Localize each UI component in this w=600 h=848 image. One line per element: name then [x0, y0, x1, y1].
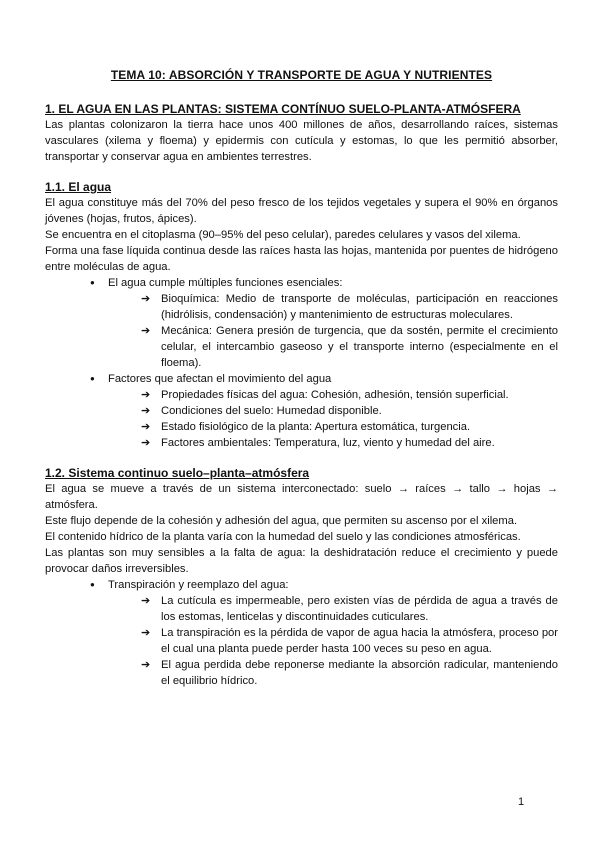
- bullet-list: [45, 275, 558, 451]
- list-item-label: Factores que afectan el movimiento del agua: [108, 373, 332, 385]
- section-1-1-heading: 1.1. El agua: [45, 180, 112, 194]
- paragraph: Este flujo depende de la cohesión y adhesión del agua, que permiten su ascenso por el xilema.: [45, 515, 518, 527]
- arrow-icon: ➔: [141, 325, 151, 337]
- sub-list-item: ➔ El agua perdida debe reponerse mediante la absorción radicular, manteniendo el equilibrio hídrico.: [141, 659, 558, 687]
- paragraph: Se encuentra en el citoplasma (90–95% del peso celular), paredes celulares y vasos del xilema.: [45, 229, 521, 241]
- sub-list-item: ➔ Mecánica: Genera presión de turgencia, que da sostén, permite el crecimiento celular, el intercambio gaseoso y el transporte interno (especialmente en el floema).: [141, 325, 558, 369]
- sub-list-item: ➔ La transpiración es la pérdida de vapor de agua hacia la atmósfera, proceso por el cual una planta puede perder hasta 100 veces su peso en agua.: [141, 627, 558, 655]
- paragraph: El agua constituye más del 70% del peso fresco de los tejidos vegetales y supera el 90% en órganos jóvenes (hojas, frutos, ápices).: [45, 197, 558, 225]
- list-item-label: Transpiración y reemplazo del agua:: [108, 579, 289, 591]
- sub-list-item: ➔ Condiciones del suelo: Humedad disponible.: [141, 405, 382, 417]
- page-number: 1: [518, 796, 525, 808]
- arrow-icon: ➔: [141, 421, 151, 433]
- arrow-icon: ➔: [141, 405, 151, 417]
- section-1-2-heading: 1.2. Sistema continuo suelo–planta–atmósfera: [45, 466, 310, 480]
- sub-list-item: ➔ Propiedades físicas del agua: Cohesión, adhesión, tensión superficial.: [141, 389, 509, 401]
- paragraph: El agua se mueve a través de un sistema interconectado: suelo → raíces → tallo → hojas → atmósfera.: [45, 483, 558, 511]
- arrow-icon: ➔: [141, 293, 151, 305]
- arrow-icon: ➔: [141, 389, 151, 401]
- section-1-heading: 1. EL AGUA EN LAS PLANTAS: SISTEMA CONTÍNUO SUELO-PLANTA-ATMÓSFERA: [45, 102, 521, 116]
- sub-list: [108, 291, 558, 371]
- paragraph: El contenido hídrico de la planta varía con la humedad del suelo y las condiciones atmosféricas.: [45, 531, 521, 543]
- list-item-label: El agua cumple múltiples funciones esenciales:: [108, 277, 343, 289]
- document-title: TEMA 10: ABSORCIÓN Y TRANSPORTE DE AGUA Y NUTRIENTES: [110, 68, 493, 82]
- list-item: [90, 577, 558, 689]
- sub-list-item: ➔ Estado fisiológico de la planta: Apertura estomática, turgencia.: [141, 421, 471, 433]
- sub-list-item: ➔ Bioquímica: Medio de transporte de moléculas, participación en reacciones (hidrólisis, condensación) y mantenimiento de estructuras moleculares.: [141, 293, 558, 321]
- arrow-icon: ➔: [141, 437, 151, 449]
- arrow-icon: ➔: [141, 659, 151, 671]
- sub-list: [108, 387, 558, 451]
- paragraph: Forma una fase líquida continua desde las raíces hasta las hojas, mantenida por puentes de hidrógeno entre moléculas de agua.: [45, 245, 558, 273]
- arrow-icon: ➔: [141, 627, 151, 639]
- bullet-list: [45, 577, 558, 689]
- list-item: [90, 371, 558, 451]
- section-1-text: Las plantas colonizaron la tierra hace unos 400 millones de años, desarrollando raíces, sistemas vasculares (xilema y floema) y epidermis con cutícula y estomas, lo que les permitió absorber, transportar y conservar agua en ambientes terrestres.: [45, 119, 558, 163]
- sub-list: [108, 593, 558, 689]
- arrow-icon: ➔: [141, 595, 151, 607]
- list-item: [90, 275, 558, 371]
- document-page: [45, 68, 558, 689]
- sub-list-item: ➔ La cutícula es impermeable, pero existen vías de pérdida de agua a través de los estomas, lenticelas y discontinuidades cuticulares.: [141, 595, 558, 623]
- sub-list-item: ➔ Factores ambientales: Temperatura, luz, viento y humedad del aire.: [141, 437, 495, 449]
- paragraph: Las plantas son muy sensibles a la falta de agua: la deshidratación reduce el crecimiento y puede provocar daños irreversibles.: [45, 547, 558, 575]
